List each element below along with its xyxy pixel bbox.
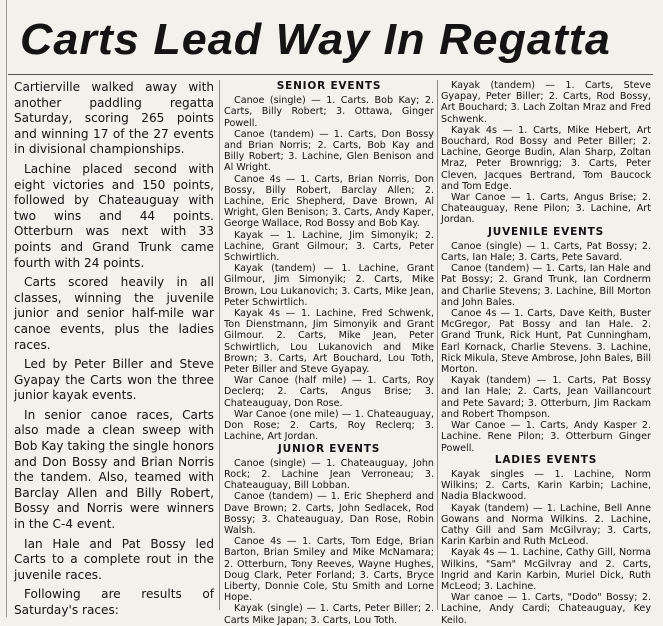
section-heading-senior: SENIOR EVENTS	[276, 80, 382, 92]
result-entry: Kayak 4s — 1. Lachine, Cathy Gill, Norma Wilkins, "Sam" McGilvray and 2. Carts, Ingrid and Karin Karbin, Muriel Dick, Ruth McLeod; 3. Lachine.	[441, 547, 651, 592]
result-entry: War Canoe (half mile) — 1. Carts, Roy Declerq; 2. Carts, Angus Brise; 3. Chateauguay, Don Rose.	[224, 375, 434, 409]
result-entry: Kayak 4s — 1. Carts, Mike Hebert, Art Bouchard, Rod Bossy and Peter Biller; 2. Lachine, George Budin, Alan Sharp, Zoltan Mraz, Peter Brownrigg; 3. Carts, Peter Cleven, Jacques Bertrand, Tom Baucock and Tom Edge.	[441, 124, 651, 192]
story-column	[14, 80, 214, 617]
result-entry: War Canoe — 1. Carts, Andy Kasper 2. Lachine. Rene Pilon; 3. Otterburn Ginger Powell.	[441, 420, 651, 454]
result-entry: Kayak (tandem) — 1. Lachine, Bell Anne Gowans and Norma Wilkins. 2. Lachine, Cathy Gill and Sam McGilvray; 3. Carts, Karin Karbin and Ruth McLeod.	[441, 502, 651, 548]
result-entry: Canoe (tandem) — 1. Carts, Ian Hale and Pat Bossy; 2. Grand Trunk, Ian Cordnerm and Charlie Stevens; 3. Lachine, Bill Morton and John Bales.	[441, 263, 651, 308]
result-entry: Kayak (tandem) — 1. Lachine, Grant Gilmour, Jim Simonyik; 2. Carts, Mike Brown, Lou Lukanovich; 3. Carts, Mike Jean, Peter Schwirtlich.	[224, 263, 434, 308]
results-column-middle	[224, 80, 434, 626]
result-entry: War Canoe — 1. Carts, Angus Brise; 2. Chateauguay, Rene Pilon; 3. Lachine, Art Jordan.	[441, 192, 651, 226]
results-column-right	[441, 80, 651, 626]
result-entry: War canoe — 1. Carts, "Dodo" Bossy; 2. Lachine, Andy Cardi; Chateauguay, Key Keilo.	[441, 592, 651, 626]
result-entry: Kayak singles — 1. Lachine, Norm Wilkins; 2. Carts, Karin Karbin; Lachine, Nadia Blackwood.	[441, 468, 651, 503]
result-entry: Canoe (single) — 1. Carts, Pat Bossy; 2. Carts, Ian Hale; 3. Carts, Pete Savard.	[441, 240, 651, 264]
result-entry: Kayak (single) — 1. Carts, Peter Biller; 2. Carts Mike Japan; 3. Carts, Lou Toth.	[224, 603, 434, 626]
story-paragraph: Following are results of Saturday's races:	[14, 587, 214, 617]
headline-rule	[8, 74, 653, 75]
story-paragraph: Cartierville walked away with another paddling regatta Saturday, scoring 265 points and winning 17 of the 27 events in divisional championships.	[14, 80, 214, 157]
adjacent-column-edge	[0, 0, 7, 617]
column-rule	[219, 80, 220, 610]
story-paragraph: In senior canoe races, Carts also made a clean sweep with Bob Kay taking the single honors and Don Bossy and Brian Norris the tandem. Also, teamed with Barclay Allen and Billy Robert, Bossy and Norris were winners in the C-4 event.	[14, 407, 214, 532]
section-heading-junior: JUNIOR EVENTS	[277, 442, 381, 455]
result-entry: Kayak 4s — 1. Lachine, Fred Schwenk, Ton Dienstmann, Jim Simonyik and Grant Gilmour. 2. Carts, Mike Jean, Peter Schwirtlich, Lou Lukanovich and Mike Brown; 3. Carts, Art Bouchard, Lou Toth, Peter Biller and Steve Gyapay.	[224, 308, 434, 376]
result-entry: Canoe 4s — 1. Carts, Brian Norris, Don Bossy, Billy Robert, Barclay Allen; 2. Lachine, Eric Shepherd, Dave Brown, Al Wright, Glen Benison; 3. Carts, Andy Kaper, George Wallace, Rod Bossy and Bob Kay.	[224, 173, 434, 230]
result-entry: Canoe (single) — 1. Carts. Bob Kay; 2. Carts, Billy Robert; 3. Ottawa, Ginger Powell.	[224, 95, 434, 129]
story-paragraph: Ian Hale and Pat Bossy led Carts to a complete rout in the juvenile races.	[14, 536, 214, 582]
story-paragraph: Led by Peter Biller and Steve Gyapay the Carts won the three junior kayak events.	[14, 357, 214, 403]
section-heading-ladies: LADIES EVENTS	[494, 453, 598, 466]
result-entry: War Canoe (one mile) — 1. Chateauguay, Don Rose; 2. Carts, Roy Reclerq; 3. Lachine, Art Jordan.	[224, 408, 434, 443]
headline: Carts Lead Way In Regatta	[20, 15, 611, 64]
section-heading-juvenile: JUVENILE EVENTS	[488, 225, 604, 238]
column-rule	[437, 80, 438, 610]
result-entry: Kayak — 1. Lachine, Jim Simonyik; 2. Lachine, Grant Gilmour; 3. Carts, Peter Schwirtlich.	[224, 229, 434, 264]
result-entry: Canoe (single) — 1. Chateauguay, John Rock; 2. Lachine Jean Verroneau; 3. Chateauguay, Bill Lobban.	[224, 457, 434, 492]
result-entry: Kayak (tandem) — 1. Carts, Pat Bossy and Ian Hale; 2. Carts, Jean Vaillancourt and Pete Savard; 3. Otterburn, Jim Rackam and Robert Thompson.	[441, 375, 651, 420]
result-entry: Canoe 4s — 1. Carts, Tom Edge, Brian Barton, Brian Smiley and Mike McNamara; 2. Otterburn, Tony Reeves, Wayne Hughes, Doug Clark, Peter Forland; 3. Carts, Bryce Liberty, Donnie Cole, Stu Smith and Lorne Hope.	[224, 536, 434, 604]
result-entry: Canoe (tandem) — 1. Eric Shepherd and Dave Brown; 2. Carts, John Sedlacek, Rod Bossy; 3. Chateauguay, Dan Rose, Robin Walsh.	[224, 491, 434, 536]
result-entry: Canoe (tandem) — 1. Carts, Don Bossy and Brian Norris; 2. Carts, Bob Kay and Billy Robert; 3. Lachine, Glen Benison and Al Wright.	[224, 128, 434, 174]
result-entry: Canoe 4s — 1. Carts, Dave Keith, Buster McGregor, Pat Bossy and Ian Hale. 2. Grand Trunk, Rick Hunt, Pat Cunningham, Earl Kornack, Charlie Stevens. 3. Lachine, Rick Mikula, Steve Ambrose, John Bales, Bill Morton.	[441, 308, 651, 376]
result-entry: Kayak (tandem) — 1. Carts, Steve Gyapay, Peter Biller; 2. Carts, Rod Bossy, Art Bouchard; 3. Lach Zoltan Mraz and Fred Schwenk.	[441, 80, 651, 125]
story-paragraph: Carts scored heavily in all classes, winning the juvenile junior and senior half-mile war canoe events, plus the ladies races.	[14, 275, 214, 352]
story-paragraph: Lachine placed second with eight victories and 150 points, followed by Chateauguay with two wins and 44 points. Otterburn was next with 33 points and Grand Trunk came fourth with 24 points.	[14, 161, 214, 270]
